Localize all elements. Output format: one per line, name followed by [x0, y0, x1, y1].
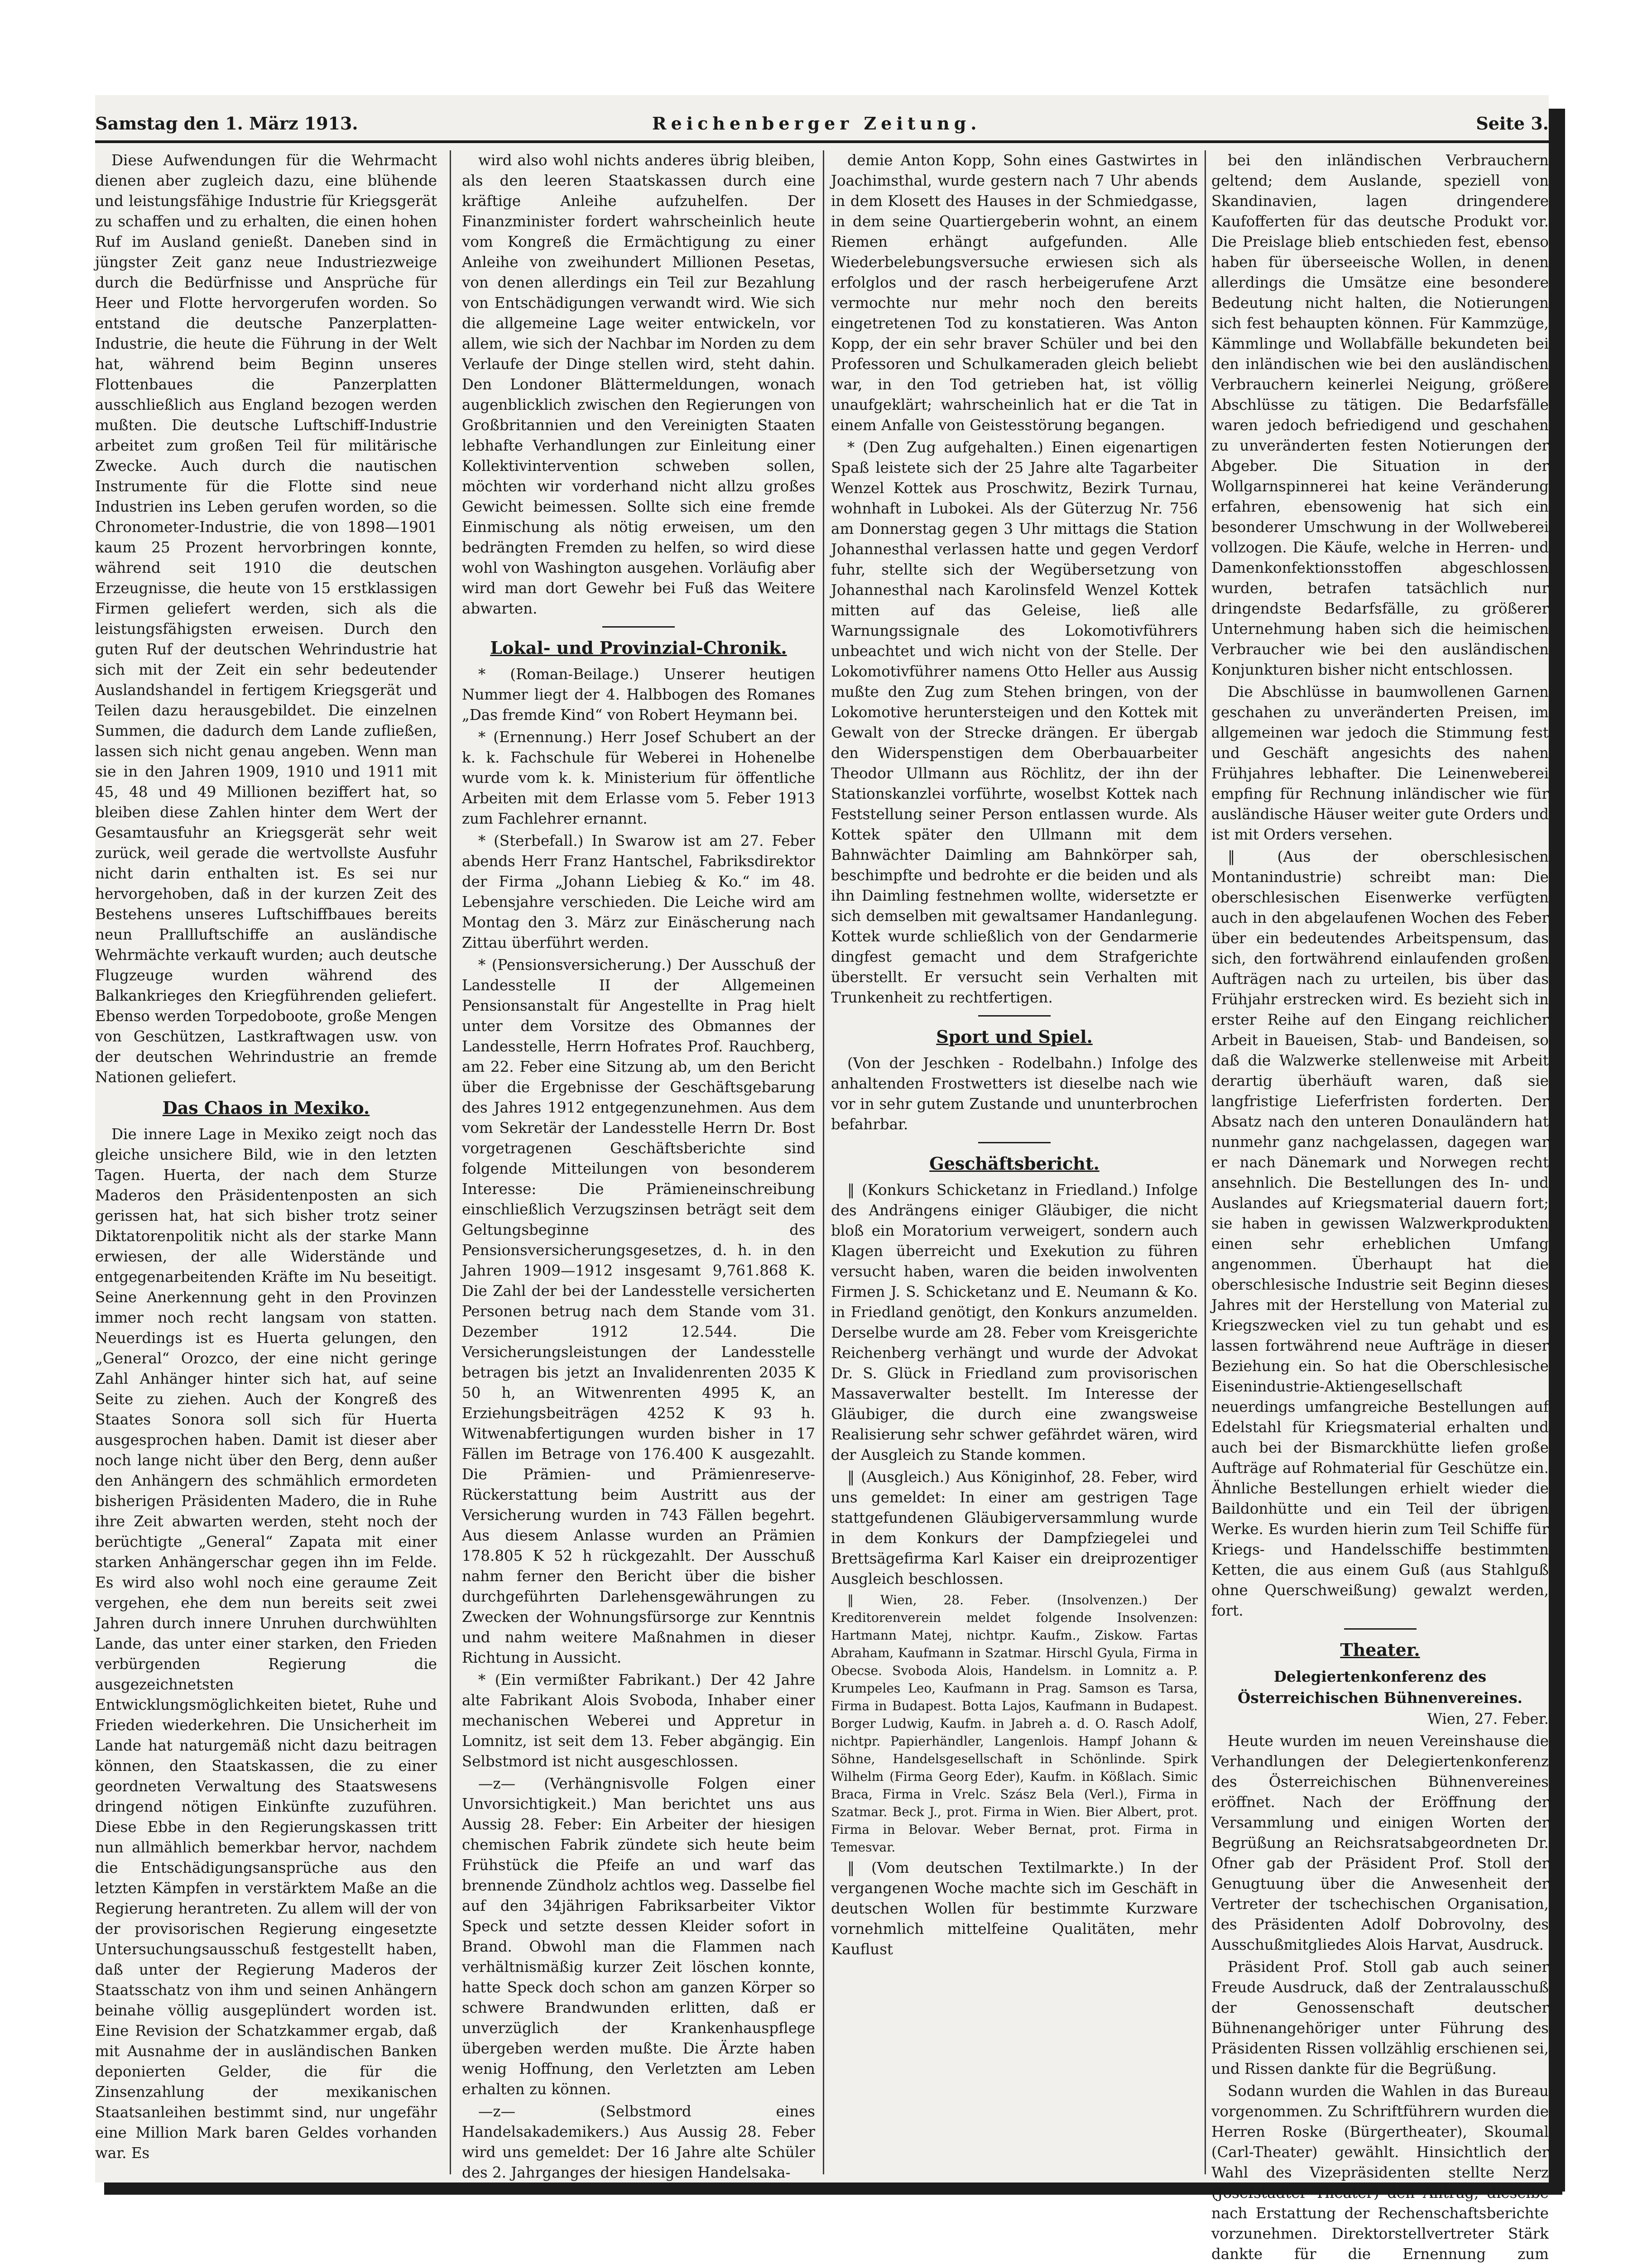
news-item: bei den inländischen Verbrauchern geltend; dem Auslande, speziell von Skandinavien, lagen dringendere Kaufofferten für das deutsche Produkt vor. Die Preislage blieb entschieden fest, ebenso haben für überseeische Wollen, in denen allerdings die Umsätze eine besondere Bedeutung nicht halten, die Notierungen sich fest behaupten können. Für Kammzüge, Kämmlinge und Wollabfälle bekundeten bei den inländischen wie bei den ausländischen Verbrauchern keinerlei Neigung, größere Abschlüsse zu tätigen. Die Bedarfsfälle waren jedoch befriedigend und geschahen zu unveränderten festen Notierungen der Abgeber. Die Situation in der Wollgarnspinnerei hat keine Veränderung erfahren, ebensowenig hat sich ein besonderer Umschwung in der Wollweberei vollzogen. Die Käufe, welche in Herren- und Damenkonfektionsstoffen abgeschlossen wurden, betrafen tatsächlich nur dringendste Bedarfsfälle, zu größerer Unternehmung haben sich die heimischen Verbraucher wie bei den ausländischen Konjunkturen bisher nicht entschlossen. [1211, 152, 1549, 678]
article-text: wird also wohl nichts anderes übrig bleiben, als den leeren Staatskassen durch eine kräftige Anleihe aufzuhelfen. Der Finanzminister fordert wahrscheinlich heute vom Kongreß die Ermächtigung zu einer Anleihe von zweihundert Millionen Pesetas, von denen allerdings ein Teil zur Bezahlung von Entschädigungen verwandt wird. Wie sich die allgemeine Lage weiter entwickeln, vor allem, wie sich der Nachbar im Norden zu dem Verlaufe der Dinge stellen wird, steht dahin. Den Londoner Blättermeldungen, wonach augenblicklich zwischen den Regierungen von Großbritannien und den Vereinigten Staaten lebhafte Verhandlungen zur Einleitung einer Kollektivintervention schweben sollen, möchten wir vorderhand nicht allzu großes Gewicht beimessen. Sollte sich eine fremde Einmischung als nötig erweisen, um den bedrängten Fremden zu helfen, so wird diese wohl von Washington ausgehen. Vorläufig aber wird man dort Gewehr bei Fuß das Weitere abwarten. [462, 152, 815, 617]
article-text: Diese Aufwendungen für die Wehrmacht dienen aber zugleich dazu, eine blühende und leistungsfähige Industrie für Kriegsgerät zu schaffen und zu erhalten, die einen hohen Ruf im Ausland genießt. Daneben sind in jüngster Zeit ganz neue Industriezweige durch die Bedürfnisse und Ansprüche für Heer und Flotte hervorgerufen worden. So entstand die deutsche Panzerplatten-Industrie, die heute die Führung in der Welt hat, während beim Beginn unseres Flottenbaues die Panzerplatten ausschließlich aus England bezogen werden mußten. Die deutsche Luftschiff-Industrie arbeitet zum großen Teil für militärische Zwecke. Auch durch die nautischen Instrumente für die Flotte sind neue Industrien ins Leben gerufen worden, so die Chronometer-Industrie, die von 1898—1901 kaum 25 Prozent hervorbringen konnte, während seit 1910 die deutschen Erzeugnisse, die heute von 15 erstklassigen Firmen geliefert werden, sich als die leistungsfähigsten erweisen. Durch den guten Ruf der deutschen Wehrindustrie hat sich mit der Zeit ein sehr bedeutender Auslandshandel in fertigem Kriegsgerät und Teilen dazu herausgebildet. Die einzelnen Summen, die dadurch dem Lande zufließen, lassen sich nicht genau angeben. Wenn man sie in den Jahren 1909, 1910 und 1911 mit 45, 48 und 49 Millionen beziffert hat, so bleiben diese Zahlen hinter dem Wert der Gesamtausfuhr an Kriegsgerät sehr weit zurück, weil gerade die wertvollste Ausfuhr nicht darin enthalten ist. Es sei nur hervorgehoben, daß in der kurzen Zeit des Bestehens unseres Luftschiffbaues bereits neun Prallluftschiffe an ausländische Wehrmächte verkauft wurden; auch deutsche Flugzeuge wurden während des Balkankrieges den Kriegführenden geliefert. Ebenso werden Torpedoboote, große Mengen von Geschützen, Lastkraftwagen usw. von der deutschen Wehrindustrie an fremde Nationen geliefert. [95, 152, 437, 1086]
news-item: ‖ (Vom deutschen Textilmarkte.) In der vergangenen Woche machte sich im Geschäft in deutschen Wollen für bestimmte Kurzware vornehmlich mittelfeine Qualitäten, mehr Kauflust [831, 1859, 1198, 1958]
section-heading: Geschäftsbericht. [929, 1153, 1100, 1174]
news-item: * (Sterbefall.) In Swarow ist am 27. Feber abends Herr Franz Hantschel, Fabriksdirektor der Firma „Johann Liebieg & Ko.“ im 48. Lebensjahre verschieden. Die Leiche wird am Montag den 3. März zur Einäscherung nach Zittau überführt werden. [462, 832, 815, 951]
newspaper-page [95, 95, 1549, 2263]
news-item: * (Den Zug aufgehalten.) Einen eigenartigen Spaß leistete sich der 25 Jahre alte Tagarbeiter Wenzel Kottek aus Proschwitz, Bezirk Turnau, wohnhaft in Lubokei. Als der Güterzug Nr. 756 am Donnerstag gegen 3 Uhr mittags die Station Johannesthal verlassen hatte und gegen Verdorf fuhr, stellte sich der Wegübersetzung von Johannesthal nach Karolinsfeld Wenzel Kottek mitten auf das Geleise, ließ alle Warnungssignale des Lokomotivführers unbeachtet und wich nicht von der Stelle. Der Lokomotivführer namens Otto Heller aus Aussig mußte den Zug zum Stehen bringen, von der Lokomotive heruntersteigen und den Kottek mit Gewalt von der Strecke drängen. Er übergab den Widerspenstigen dem Oberbauarbeiter Theodor Ullmann aus Röchlitz, der ihn der Stationskanzlei vorführte, woselbst Kottek nach Feststellung seiner Person entlassen wurde. Als Kottek später den Ullmann mit dem Bahnwächter Daimling am Bahnkörper sah, beschimpfte und bedrohte er die beiden und als ihn Daimling festnehmen wollte, widersetzte er sich demselben mit gewaltsamer Handanlegung. Kottek wurde schließlich von der Gendarmerie dingfest gemacht und dem Strafgerichte überstellt. Er versucht sein Verhalten mit Trunkenheit zu rechtfertigen. [831, 439, 1198, 1006]
article-text: Die innere Lage in Mexiko zeigt noch das gleiche unsichere Bild, wie in den letzten Tagen. Huerta, der nach dem Sturze Maderos den Präsidentenposten an sich gerissen hat, hat sich bisher trotz seiner Diktatorenpolitik nicht als der starke Mann erwiesen, der alle Widerstände und entgegenarbeitenden Kräfte im Nu beseitigt. Seine Anerkennung geht in den Provinzen immer noch recht langsam von statten. Neuerdings ist es Huerta gelungen, den „General“ Orozco, der eine nicht geringe Zahl Anhänger hinter sich hat, auf seine Seite zu ziehen. Auch der Kongreß des Staates Sonora soll sich für Huerta ausgesprochen haben. Damit ist dieser aber noch lange nicht über den Berg, denn außer den Anhängern des schmählich ermordeten bisherigen Präsidenten Madero, die in Ruhe ihre Zeit abwarten werden, steht noch der berüchtigte „General“ Zapata mit einer starken Anhängerschar gegen ihn im Felde. Es wird also wohl noch eine geraume Zeit vergehen, ehe dem nun bereits seit zwei Jahren durch innere Unruhen durchwühlten Lande, das unter einer starken, den Frieden verbürgenden Regierung die ausgezeichnetsten Entwicklungsmöglichkeiten bietet, Ruhe und Frieden wiederkehren. Die Unsicherheit im Lande hat naturgemäß nicht dazu beitragen können, den Staatskassen, die zu einer geordneten Verwaltung des Staatswesens dringend nötigen Einkünfte zuzuführen. Diese Ebbe in den Regierungskassen tritt nun allmählich bemerkbar hervor, nachdem die Entschädigungsansprüche aus den letzten Kämpfen in verstärktem Maße an die Regierung herantreten. Zu allem will der von der provisorischen Regierung eingesetzte Untersuchungsausschuß festgestellt haben, daß unter der Regierung Maderos der Staatsschatz von ihm und seinen Anhängern beinahe völlig ausgeplündert worden ist. Eine Revision der Schatzkammer ergab, daß mit Ausnahme der in ausländischen Banken deponierten Gelder, die für die Zinsenzahlung der mexikanischen Staatsanleihen bestimmt sind, nur ungefähr eine Million Mark baren Geldes vorhanden war. Es [95, 1126, 437, 2162]
news-item: —z— (Selbstmord eines Handelsakademikers.) Aus Aussig 28. Feber wird uns gemeldet: Der 16 Jahre alte Schüler des 2. Jahrganges der hiesigen Handelsaka- [462, 2103, 815, 2181]
news-item: Die Abschlüsse in baumwollenen Garnen geschahen zu unveränderten Preisen, im allgemeinen war jedoch die Stimmung fest und Geschäft angesichts des nahen Frühjahres lebhafter. Die Leinenweberei empfing für Rechnung inländischer wie für ausländische Häuser weiter gute Orders und ist mit Orders versehen. [1211, 683, 1549, 843]
section-rule [602, 626, 675, 628]
news-item: ‖ (Konkurs Schicketanz in Friedland.) Infolge des Andrängens einiger Gläubiger, die nicht bloß ein Moratorium verweigert, sondern auch Klagen überreicht und Exekution zu führen versucht haben, waren die beiden inwolventen Firmen J. S. Schicketanz und E. Neumann & Ko. in Friedland genötigt, den Konkurs anzumelden. Derselbe wurde am 28. Feber vom Kreisgerichte Reichenberg verhängt und wurde der Advokat Dr. S. Glück in Friedland zum provisorischen Massaverwalter bestellt. Im Interesse der Gläubiger, die durch eine zwangsweise Realisierung sehr schwer gefährdet wären, wird der Ausgleich zu Stande kommen. [831, 1181, 1198, 1463]
news-item: * (Ein vermißter Fabrikant.) Der 42 Jahre alte Fabrikant Alois Svoboda, Inhaber einer mechanischen Weberei und Appretur in Lomnitz, ist seit dem 13. Feber abgängig. Ein Selbstmord ist nicht ausgeschlossen. [462, 1671, 815, 1770]
news-item: ‖ (Ausgleich.) Aus Königinhof, 28. Feber, wird uns gemeldet: In einer am gestrigen Tage stattgefundenen Gläubigerversammlung wurde in dem Konkurs der Dampfziegelei und Brettsägefirma Karl Kaiser ein dreiprozentiger Ausgleich beschlossen. [831, 1468, 1198, 1588]
section-rule [978, 1142, 1051, 1143]
article-subheading: Österreichischen Bühnenvereines. [1238, 1689, 1522, 1707]
dateline: Wien, 27. Feber. [1427, 1710, 1549, 1727]
page-header [95, 113, 1549, 140]
column-1 [95, 150, 437, 2174]
masthead-title: Reichenberger Zeitung. [652, 113, 981, 134]
news-item: (Von der Jeschken - Rodelbahn.) Infolge des anhaltenden Frostwetters ist dieselbe nach wie vor in sehr gutem Zustande und ununterbrochen befahrbar. [831, 1055, 1198, 1133]
news-item: * (Pensionsversicherung.) Der Ausschuß der Landesstelle II der Allgemeinen Pensionsanstalt für Angestellte in Prag hielt unter dem Vorsitze des Obmannes der Landesstelle, Herrn Hofrates Prof. Rauchberg, am 22. Feber eine Sitzung ab, um den Bericht über die Ergebnisse der Geschäftsgebarung des Jahres 1912 entgegenzunehmen. Aus dem vom Sekretär der Landesstelle Herrn Dr. Bost vorgetragenen Geschäftsberichte sind folgende Mitteilungen von besonderem Interesse: Die Prämieneinschreibung einschließlich Verzugszinsen beträgt seit dem Geltungsbeginne des Pensionsversicherungsgesetzes, d. h. in den Jahren 1909—1912 insgesamt 9,761.868 K. Die Zahl der bei der Landesstelle versicherten Personen betrug nach dem Stande vom 31. Dezember 1912 12.544. Die Versicherungsleistungen der Landesstelle betragen bis jetzt an Invalidenrenten 2035 K 50 h, an Witwenrenten 4995 K, an Erziehungsbeiträgen 4252 K 93 h. Witwenabfertigungen wurden bisher in 17 Fällen im Betrage von 176.400 K ausgezahlt. Die Prämien- und Prämienreserve-Rückerstattung beim Austritt aus der Versicherung wurden in 743 Fällen begehrt. Aus diesem Anlasse wurden an Prämien 178.805 K 52 h rückgezahlt. Der Ausschuß nahm ferner den Bericht über die bisher durchgeführten Darlehensgewährungen zu Zwecken der Wohnungsfürsorge zur Kenntnis und nahm weitere Maßnahmen in dieser Richtung in Aussicht. [462, 956, 815, 1666]
section-heading: Theater. [1340, 1640, 1420, 1660]
column-divider [1205, 150, 1206, 2174]
news-item: * (Ernennung.) Herr Josef Schubert an der k. k. Fachschule für Weberei in Hohenelbe wurde vom k. k. Ministerium für öffentliche Arbeiten mit dem Erlasse vom 5. Feber 1913 zum Fachlehrer ernannt. [462, 729, 815, 827]
news-item: demie Anton Kopp, Sohn eines Gastwirtes in Joachimsthal, wurde gestern nach 7 Uhr abends in dem Klosett des Hauses in der Schmiedgasse, in dem seine Quartiergeberin wohnt, an einem Riemen erhängt aufgefunden. Alle Wiederbelebungsversuche erwiesen sich als erfolglos und der rasch herbeigerufene Arzt vermochte nur mehr noch den bereits eingetretenen Tod zu konstatieren. Was Anton Kopp, der ein sehr braver Schüler und bei den Professoren und Schulkameraden gleich beliebt war, in den Tod getrieben hat, ist völlig unaufgeklärt; wahrscheinlich hat er die Tat in einem Anfalle von Geistesstörung begangen. [831, 152, 1198, 434]
article-text: Präsident Prof. Stoll gab auch seiner Freude Ausdruck, daß der Zentralausschuß der Genossenschaft deutscher Bühnenangehöriger unter Führung des Präsidenten Rissen vollzählig erschienen sei, und Rissen dankte für die Begrüßung. [1211, 1958, 1549, 2077]
column-4 [1211, 150, 1549, 2263]
article-text: Heute wurden im neuen Vereinshause die Verhandlungen der Delegiertenkonferenz des Österreichischen Bühnenvereines eröffnet. Nach der Eröffnung der Versammlung und einigen Worten der Begrüßung an Reichsratsabgeordneten Dr. Ofner gab der Präsident Prof. Stoll der Genugtuung über die Anwesenheit der Vertreter der tschechischen Organisation, des Präsidenten Adolf Dobrovolny, des Ausschußmitgliedes Alois Harvat, Ausdruck. [1211, 1732, 1549, 1953]
header-rule [95, 140, 1549, 143]
column-divider [450, 150, 451, 2174]
article-text: Sodann wurden die Wahlen in das Bureau vorgenommen. Zu Schriftführern wurden die Herren Roske (Bürgertheater), Skoumal (Carl-Theater) gewählt. Hinsichtlich der Wahl des Vizepräsidenten stellte Nerz (Josefstädter Theater) den Antrag, dieselbe nach Erstattung der Rechenschaftsberichte vorzunehmen. Direktorstellvertreter Stärk dankte für die Ernennung zum [1211, 2082, 1549, 2263]
article-subheading: Delegiertenkonferenz des [1273, 1668, 1487, 1685]
column-divider [823, 150, 824, 2174]
news-item: —z— (Verhängnisvolle Folgen einer Unvorsichtigkeit.) Man berichtet uns aus Aussig 28. Feber: Ein Arbeiter der hiesigen chemischen Fabrik zündete sich heute beim Frühstück die Pfeife an und warf das brennende Zündholz achtlos weg. Dasselbe fiel auf den 34jährigen Fabriksarbeiter Viktor Speck und setzte dessen Kleider sofort in Brand. Obwohl man die Flammen nach verhältnismäßig kurzer Zeit löschen konnte, hatte Speck doch schon am ganzen Körper so schwere Brandwunden erlitten, daß er unverzüglich der Krankenhauspflege übergeben werden mußte. Die Ärzte haben wenig Hoffnung, den Verletzten am Leben erhalten zu können. [462, 1775, 815, 2098]
insolvency-list: ‖ Wien, 28. Feber. (Insolvenzen.) Der Kreditorenverein meldet folgende Insolvenzen: Hartmann Matej, nichtpr. Kaufm., Ziskow. Fartas Abraham, Kaufmann in Szatmar. Hirschl Gyula, Firma in Obecse. Svoboda Alois, Handelsm. in Lomnitz a. P. Krumpeles Leo, Kaufmann in Prag. Samson es Tarsa, Firma in Budapest. Botta Lajos, Kaufmann in Budapest. Borger Ludwig, Kaufm. in Jabreh a. d. O. Rasch Adolf, nichtpr. Papierhändler, Langenlois. Hampf Johann & Söhne, Handelsgesellschaft in Schönlinde. Spirk Wilhelm (Firma Georg Eder), Kaufm. in Kößlach. Simic Braca, Firma in Vrelc. Szász Bela (Verl.), Firma in Szatmar. Beck J., prot. Firma in Wien. Bier Albert, prot. Firma in Belovar. Weber Bernat, prot. Firma in Temesvar. [831, 1592, 1198, 1855]
news-item: ‖ (Aus der oberschlesischen Montanindustrie) schreibt man: Die oberschlesischen Eisenwerke verfügten auch in den abgelaufenen Wochen des Feber über ein bedeutendes Arbeitspensum, das sich, den fortwährend einlaufenden großen Aufträgen nach zu urteilen, bis über das Frühjahr erstrecken wird. Es bezieht sich in erster Reihe auf den Eingang reichlicher Arbeit in Baueisen, Stab- und Bandeisen, so daß die Walzwerke stellenweise mit Arbeit derartig überhäuft waren, daß sie langfristige Lieferfristen forderten. Der Absatz nach den unteren Donauländern hat nunmehr ganz nachgelassen, dagegen war er nach Dänemark und Norwegen recht ansehnlich. Die Bestellungen des In- und Auslandes auf Kriegsmaterial dauern fort; sie haben in gewissen Walzwerkprodukten einen sehr erheblichen Umfang angenommen. Überhaupt hat die oberschlesische Industrie seit Beginn dieses Jahres mit der Herstellung von Material zu Kriegszwecken viel zu tun gehabt und es lassen fortwährend neue Aufträge in dieser Beziehung ein. So hat die Oberschlesische Eisenindustrie-Aktiengesellschaft neuerdings umfangreiche Bestellungen auf Edelstahl für Kriegsmaterial erhalten und auch bei der Bismarckhütte liefen große Aufträge auf Rohmaterial für Geschütze ein. Ähnliche Bestellungen erhielt wieder die Baildonhütte und ein Teil der übrigen Werke. Es wurden hierin zum Teil Schiffe für Kriegs- und Handelsschiffe bestimmten Ketten, die aus einem Guß (aus Stahlguß ohne Querschweißung) gewalzt werden, fort. [1211, 848, 1549, 1619]
section-rule [978, 1015, 1051, 1017]
news-item: * (Roman-Beilage.) Unserer heutigen Nummer liegt der 4. Halbbogen des Romanes „Das fremde Kind“ von Robert Heymann bei. [462, 666, 815, 724]
section-rule [1344, 1628, 1417, 1630]
section-heading: Sport und Spiel. [936, 1026, 1093, 1047]
column-2 [462, 150, 815, 2181]
scan-shadow-right [1549, 109, 1565, 2192]
section-heading: Lokal- und Provinzial-Chronik. [490, 638, 787, 658]
page-number: Seite 3. [1476, 113, 1549, 134]
column-3 [831, 150, 1198, 2174]
issue-date: Samstag den 1. März 1913. [95, 113, 358, 134]
article-heading: Das Chaos in Mexiko. [162, 1098, 370, 1118]
